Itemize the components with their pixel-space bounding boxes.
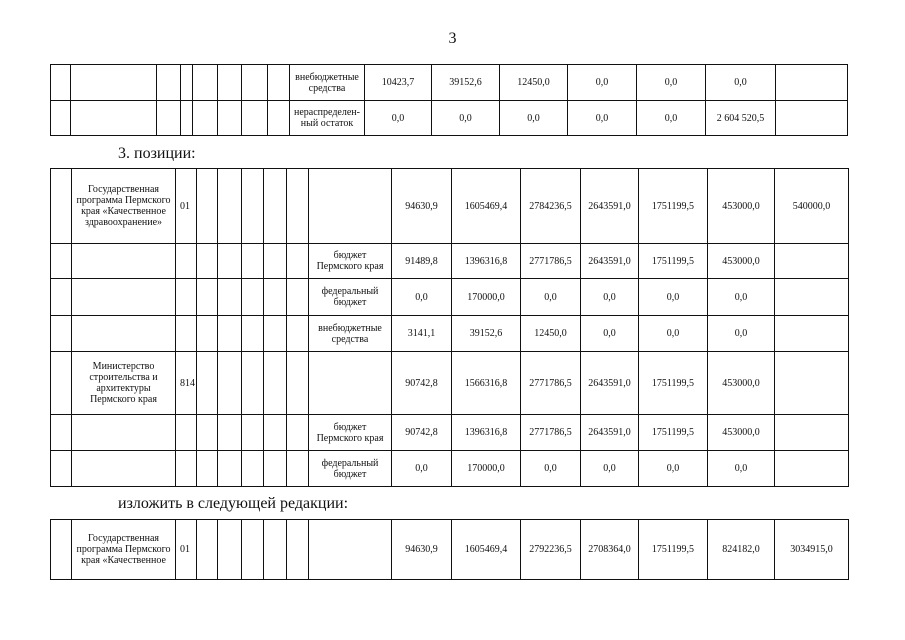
code-cell — [176, 279, 197, 316]
empty-cell — [51, 65, 71, 101]
empty-cell — [268, 65, 290, 101]
empty-cell — [287, 352, 309, 415]
code-cell — [176, 415, 197, 451]
value-cell: 0,0 — [708, 451, 775, 487]
value-cell: 91489,8 — [392, 244, 452, 279]
value-cell: 1751199,5 — [639, 244, 708, 279]
empty-cell — [218, 65, 242, 101]
value-cell: 0,0 — [365, 101, 432, 136]
code-cell: 01 — [176, 169, 197, 244]
value-cell — [776, 65, 848, 101]
empty-cell — [242, 352, 264, 415]
funding-source-cell — [309, 520, 392, 580]
program-name-cell — [72, 279, 176, 316]
value-cell: 453000,0 — [708, 169, 775, 244]
empty-cell — [181, 65, 193, 101]
empty-cell — [197, 520, 218, 580]
value-cell: 1605469,4 — [452, 520, 521, 580]
empty-cell — [218, 520, 242, 580]
value-cell: 2643591,0 — [581, 244, 639, 279]
code-cell — [176, 316, 197, 352]
value-cell: 2643591,0 — [581, 352, 639, 415]
code-cell: 01 — [176, 520, 197, 580]
empty-cell — [157, 101, 181, 136]
table-row — [51, 169, 849, 244]
empty-cell — [51, 352, 72, 415]
value-cell: 12450,0 — [521, 316, 581, 352]
empty-cell — [242, 169, 264, 244]
program-name-cell — [72, 244, 176, 279]
empty-cell — [242, 520, 264, 580]
value-cell: 540000,0 — [775, 169, 849, 244]
program-name-cell — [72, 415, 176, 451]
program-name-cell — [72, 316, 176, 352]
value-cell: 0,0 — [581, 451, 639, 487]
table-row — [51, 520, 849, 580]
value-cell: 453000,0 — [708, 244, 775, 279]
table-row — [51, 101, 848, 136]
value-cell — [775, 279, 849, 316]
value-cell: 1751199,5 — [639, 520, 708, 580]
value-cell: 1751199,5 — [639, 352, 708, 415]
program-name-cell: Государственная программа Пермского края «Качественное здравоохранение» — [72, 169, 176, 244]
empty-cell — [287, 520, 309, 580]
empty-cell — [218, 101, 242, 136]
empty-cell — [264, 316, 287, 352]
value-cell — [775, 415, 849, 451]
funding-source-cell: федеральный бюджет — [309, 279, 392, 316]
section-heading-new-edition: изложить в следующей редакции: — [118, 495, 349, 512]
empty-cell — [264, 352, 287, 415]
value-cell: 0,0 — [706, 65, 776, 101]
empty-cell — [71, 65, 157, 101]
value-cell: 0,0 — [639, 451, 708, 487]
empty-cell — [264, 415, 287, 451]
funding-source-cell — [309, 352, 392, 415]
value-cell: 0,0 — [568, 101, 637, 136]
empty-cell — [242, 451, 264, 487]
value-cell: 2771786,5 — [521, 352, 581, 415]
value-cell: 2771786,5 — [521, 244, 581, 279]
empty-cell — [218, 451, 242, 487]
empty-cell — [218, 244, 242, 279]
funding-source-cell: бюджет Пермского края — [309, 415, 392, 451]
new-edition-table — [50, 519, 849, 580]
empty-cell — [197, 244, 218, 279]
value-cell: 2792236,5 — [521, 520, 581, 580]
empty-cell — [242, 279, 264, 316]
value-cell: 0,0 — [521, 451, 581, 487]
program-name-cell — [72, 451, 176, 487]
value-cell: 0,0 — [432, 101, 500, 136]
empty-cell — [242, 101, 268, 136]
program-name-cell: Министерство строительства и архитектуры Пермского края — [72, 352, 176, 415]
program-name-cell: Государственная программа Пермского края «Качественное — [72, 520, 176, 580]
value-cell: 0,0 — [637, 101, 706, 136]
value-cell: 2643591,0 — [581, 415, 639, 451]
funding-source-cell: бюджет Пермского края — [309, 244, 392, 279]
value-cell: 2643591,0 — [581, 169, 639, 244]
value-cell: 0,0 — [581, 316, 639, 352]
value-cell: 170000,0 — [452, 279, 521, 316]
empty-cell — [242, 316, 264, 352]
empty-cell — [51, 451, 72, 487]
empty-cell — [197, 415, 218, 451]
empty-cell — [197, 169, 218, 244]
value-cell: 824182,0 — [708, 520, 775, 580]
value-cell: 0,0 — [639, 279, 708, 316]
value-cell: 1751199,5 — [639, 169, 708, 244]
empty-cell — [242, 65, 268, 101]
value-cell: 0,0 — [581, 279, 639, 316]
value-cell: 2784236,5 — [521, 169, 581, 244]
value-cell: 0,0 — [639, 316, 708, 352]
empty-cell — [51, 520, 72, 580]
value-cell: 39152,6 — [452, 316, 521, 352]
empty-cell — [197, 316, 218, 352]
code-cell: 814 — [176, 352, 197, 415]
value-cell: 2 604 520,5 — [706, 101, 776, 136]
value-cell — [775, 451, 849, 487]
empty-cell — [287, 316, 309, 352]
empty-cell — [51, 316, 72, 352]
value-cell: 3034915,0 — [775, 520, 849, 580]
value-cell: 0,0 — [521, 279, 581, 316]
value-cell: 0,0 — [708, 316, 775, 352]
section-heading-positions: 3. позиции: — [118, 145, 196, 162]
empty-cell — [193, 65, 218, 101]
value-cell: 1566316,8 — [452, 352, 521, 415]
value-cell: 1396316,8 — [452, 415, 521, 451]
value-cell: 0,0 — [500, 101, 568, 136]
value-cell: 1751199,5 — [639, 415, 708, 451]
empty-cell — [264, 279, 287, 316]
value-cell: 0,0 — [637, 65, 706, 101]
value-cell: 0,0 — [568, 65, 637, 101]
table-row — [51, 451, 849, 487]
value-cell: 1605469,4 — [452, 169, 521, 244]
value-cell: 10423,7 — [365, 65, 432, 101]
empty-cell — [287, 415, 309, 451]
empty-cell — [71, 101, 157, 136]
empty-cell — [197, 279, 218, 316]
funding-source-cell: нераспределен-ный остаток — [290, 101, 365, 136]
empty-cell — [218, 279, 242, 316]
value-cell: 12450,0 — [500, 65, 568, 101]
empty-cell — [51, 415, 72, 451]
empty-cell — [264, 169, 287, 244]
empty-cell — [181, 101, 193, 136]
value-cell: 1396316,8 — [452, 244, 521, 279]
table-row — [51, 415, 849, 451]
value-cell: 2771786,5 — [521, 415, 581, 451]
value-cell: 0,0 — [708, 279, 775, 316]
empty-cell — [51, 101, 71, 136]
table-row — [51, 65, 848, 101]
funding-source-cell — [309, 169, 392, 244]
positions-table — [50, 168, 849, 487]
value-cell: 0,0 — [392, 279, 452, 316]
value-cell: 94630,9 — [392, 169, 452, 244]
funding-source-cell: федеральный бюджет — [309, 451, 392, 487]
empty-cell — [287, 279, 309, 316]
empty-cell — [197, 451, 218, 487]
empty-cell — [51, 279, 72, 316]
table-row — [51, 244, 849, 279]
value-cell — [776, 101, 848, 136]
table-row — [51, 316, 849, 352]
empty-cell — [218, 415, 242, 451]
value-cell: 2708364,0 — [581, 520, 639, 580]
funding-source-cell: внебюджетные средства — [290, 65, 365, 101]
empty-cell — [51, 169, 72, 244]
empty-cell — [242, 415, 264, 451]
table-row — [51, 279, 849, 316]
empty-cell — [264, 520, 287, 580]
empty-cell — [287, 244, 309, 279]
continuation-table — [50, 64, 848, 136]
value-cell — [775, 244, 849, 279]
value-cell: 0,0 — [392, 451, 452, 487]
table-row — [51, 352, 849, 415]
value-cell: 90742,8 — [392, 415, 452, 451]
empty-cell — [242, 244, 264, 279]
funding-source-cell: внебюджетные средства — [309, 316, 392, 352]
code-cell — [176, 451, 197, 487]
empty-cell — [218, 169, 242, 244]
value-cell: 453000,0 — [708, 415, 775, 451]
empty-cell — [287, 451, 309, 487]
empty-cell — [193, 101, 218, 136]
value-cell — [775, 352, 849, 415]
empty-cell — [157, 65, 181, 101]
empty-cell — [287, 169, 309, 244]
value-cell: 3141,1 — [392, 316, 452, 352]
empty-cell — [218, 352, 242, 415]
value-cell: 453000,0 — [708, 352, 775, 415]
empty-cell — [51, 244, 72, 279]
value-cell: 39152,6 — [432, 65, 500, 101]
empty-cell — [218, 316, 242, 352]
value-cell: 94630,9 — [392, 520, 452, 580]
empty-cell — [264, 244, 287, 279]
page-number: 3 — [448, 30, 457, 47]
value-cell: 90742,8 — [392, 352, 452, 415]
empty-cell — [264, 451, 287, 487]
value-cell: 170000,0 — [452, 451, 521, 487]
empty-cell — [197, 352, 218, 415]
code-cell — [176, 244, 197, 279]
empty-cell — [268, 101, 290, 136]
value-cell — [775, 316, 849, 352]
